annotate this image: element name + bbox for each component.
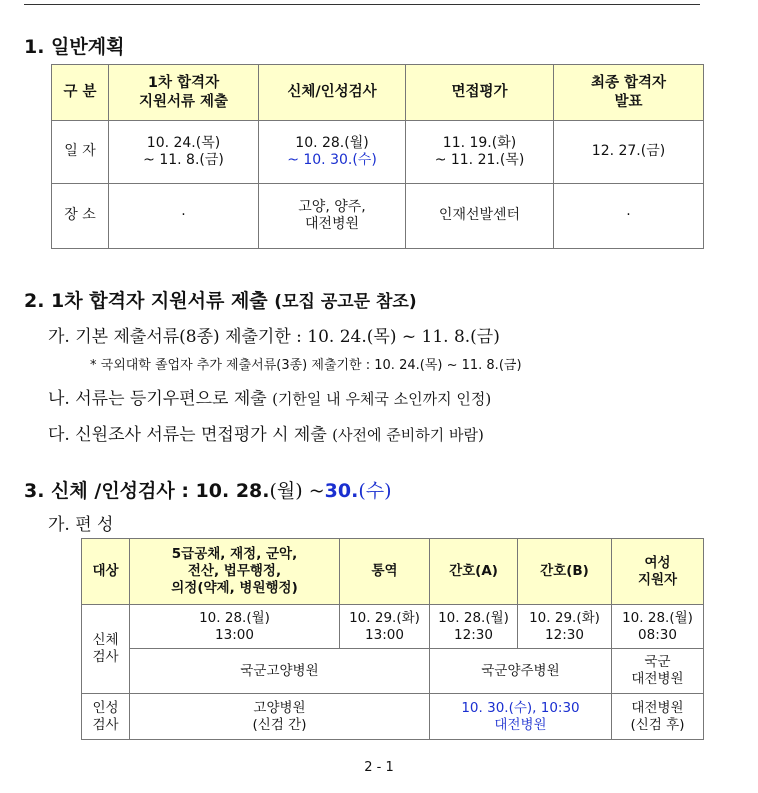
physical-place-goyang: 국군고양병원 [130, 649, 430, 694]
personality-daejeon-nurse: 10. 30.(수), 10:30 대전병원 [430, 694, 612, 740]
item-da [48, 420, 484, 445]
physical-time-interpret: 10. 29.(화) 13:00 [340, 605, 430, 649]
physical-time-nurse-b: 10. 29.(화) 12:30 [518, 605, 612, 649]
header-target: 대상 [82, 539, 130, 605]
section3-title-a: 3. 신체 /인성검사 : 10. 28. [24, 480, 270, 502]
section1-title: 1. 일반계획 [24, 36, 125, 58]
item-na [48, 384, 491, 409]
section2-title-main: 2. 1차 합격자 지원서류 제출 [24, 290, 268, 312]
page-number: 2 - 1 [364, 760, 394, 775]
header-doc-submit: 1차 합격자 지원서류 제출 [109, 65, 259, 121]
header-interview: 면접평가 [406, 65, 554, 121]
row-label-place: 장 소 [52, 184, 109, 249]
row-label-physical: 신체 검사 [82, 605, 130, 694]
physical-place-daejeon: 국군 대전병원 [612, 649, 704, 694]
item-ga: 가. 기본 제출서류(8종) 제출기한 : 10. 24.(목) ~ 11. 8.(금) [48, 327, 500, 347]
header-physical: 신체/인성검사 [259, 65, 406, 121]
date-doc-submit: 10. 24.(목) ~ 11. 8.(금) [109, 121, 259, 184]
place-final: · [554, 184, 704, 249]
physical-time-grade5: 10. 28.(월) 13:00 [130, 605, 340, 649]
general-plan-table [51, 64, 704, 249]
top-rule [24, 4, 700, 5]
row-label-personality: 인성 검사 [82, 694, 130, 740]
item-na-main: 나. 서류는 등기우편으로 제출 [48, 389, 267, 409]
personality-daejeon-female: 대전병원 (신검 후) [612, 694, 704, 740]
schedule-table [81, 538, 704, 740]
header-female: 여성 지원자 [612, 539, 704, 605]
date-physical [259, 121, 406, 184]
date-final: 12. 27.(금) [554, 121, 704, 184]
header-category: 구 분 [52, 65, 109, 121]
physical-place-yangju: 국군양주병원 [430, 649, 612, 694]
header-nurse-b: 간호(B) [518, 539, 612, 605]
place-interview: 인재선발센터 [406, 184, 554, 249]
personality-goyang: 고양병원 (신검 간) [130, 694, 430, 740]
header-grade5: 5급공채, 재정, 군악, 전산, 법무행정, 의정(약제, 병원행정) [130, 539, 340, 605]
physical-time-female: 10. 28.(월) 08:30 [612, 605, 704, 649]
item-ga-note: * 국외대학 졸업자 추가 제출서류(3종) 제출기한 : 10. 24.(목) ~ 11. 8.(금) [90, 358, 522, 373]
item-da-main: 다. 신원조사 서류는 면접평가 시 제출 [48, 425, 327, 445]
place-physical: 고양, 양주, 대전병원 [259, 184, 406, 249]
section3-sub: 가. 편 성 [48, 515, 114, 535]
section2-title [24, 286, 417, 313]
place-doc-submit: · [109, 184, 259, 249]
section2-title-paren: (모집 공고문 참조) [274, 292, 417, 312]
date-interview: 11. 19.(화) ~ 11. 21.(목) [406, 121, 554, 184]
item-na-paren: (기한일 내 우체국 소인까지 인정) [272, 390, 492, 408]
header-interpret: 통역 [340, 539, 430, 605]
section3-title-b: (월) ~ [269, 480, 325, 502]
section3-title-d: (수) [358, 480, 392, 502]
physical-time-nurse-a: 10. 28.(월) 12:30 [430, 605, 518, 649]
section3-title [24, 476, 392, 503]
header-final: 최종 합격자 발표 [554, 65, 704, 121]
header-nurse-a: 간호(A) [430, 539, 518, 605]
date-physical-start: 10. 28.(월) [295, 134, 369, 151]
row-label-date: 일 자 [52, 121, 109, 184]
section3-title-c: 30. [324, 480, 359, 502]
item-da-paren: (사전에 준비하기 바람) [332, 426, 484, 444]
date-physical-end: ~ 10. 30.(수) [287, 152, 377, 168]
